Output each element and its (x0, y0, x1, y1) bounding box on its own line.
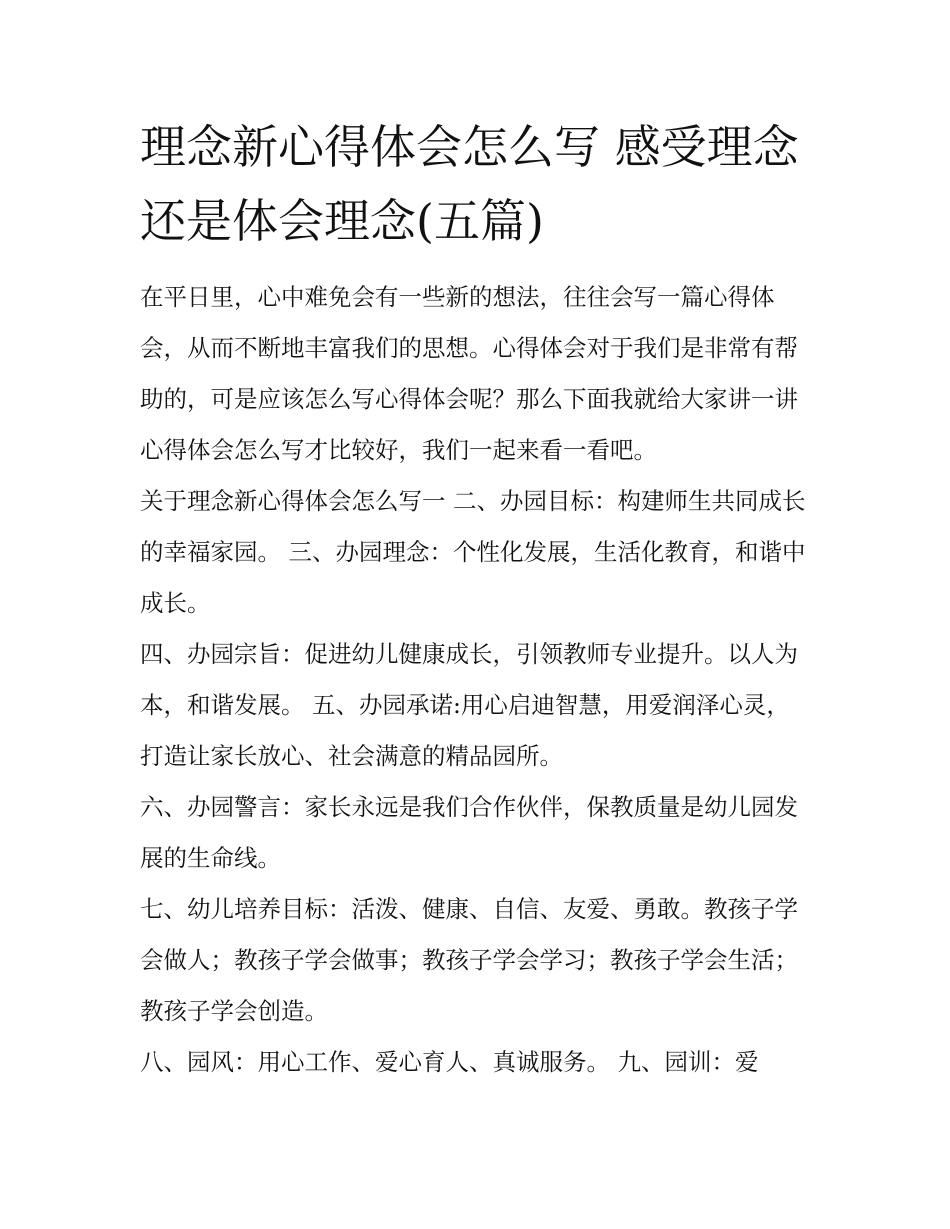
paragraph-purpose: 四、办园宗旨：促进幼儿健康成长，引领教师专业提升。以人为本，和谐发展。 五、办园承诺:用心启迪智慧，用爱润泽心灵，打造让家长放心、社会满意的精品园所。 (140, 640, 798, 770)
paragraph-intro: 在平日里，心中难免会有一些新的想法，往往会写一篇心得体会，从而不断地丰富我们的思想。心得体会对于我们是非常有帮助的，可是应该怎么写心得体会呢？那么下面我就给大家讲一讲心得体会怎么写才比较好，我们一起来看一看吧。 (140, 283, 798, 464)
document-body (140, 110, 812, 1088)
paragraph-motto: 六、办园警言：家长永远是我们合作伙伴，保教质量是幼儿园发展的生命线。 (140, 793, 798, 872)
paragraph-training-goals: 七、幼儿培养目标：活泼、健康、自信、友爱、勇敢。教孩子学会做人；教孩子学会做事；教孩子学会学习；教孩子学会生活；教孩子学会创造。 (140, 895, 798, 1025)
document-title: 理念新心得体会怎么写 感受理念还是体会理念(五篇) (140, 120, 799, 248)
paragraph-style: 八、园风：用心工作、爱心育人、真诚服务。 九、园训：爱 (140, 1048, 759, 1076)
paragraph-goals: 关于理念新心得体会怎么写一 二、办园目标：构建师生共同成长的幸福家园。 三、办园理念：个性化发展，生活化教育，和谐中成长。 (140, 487, 806, 617)
